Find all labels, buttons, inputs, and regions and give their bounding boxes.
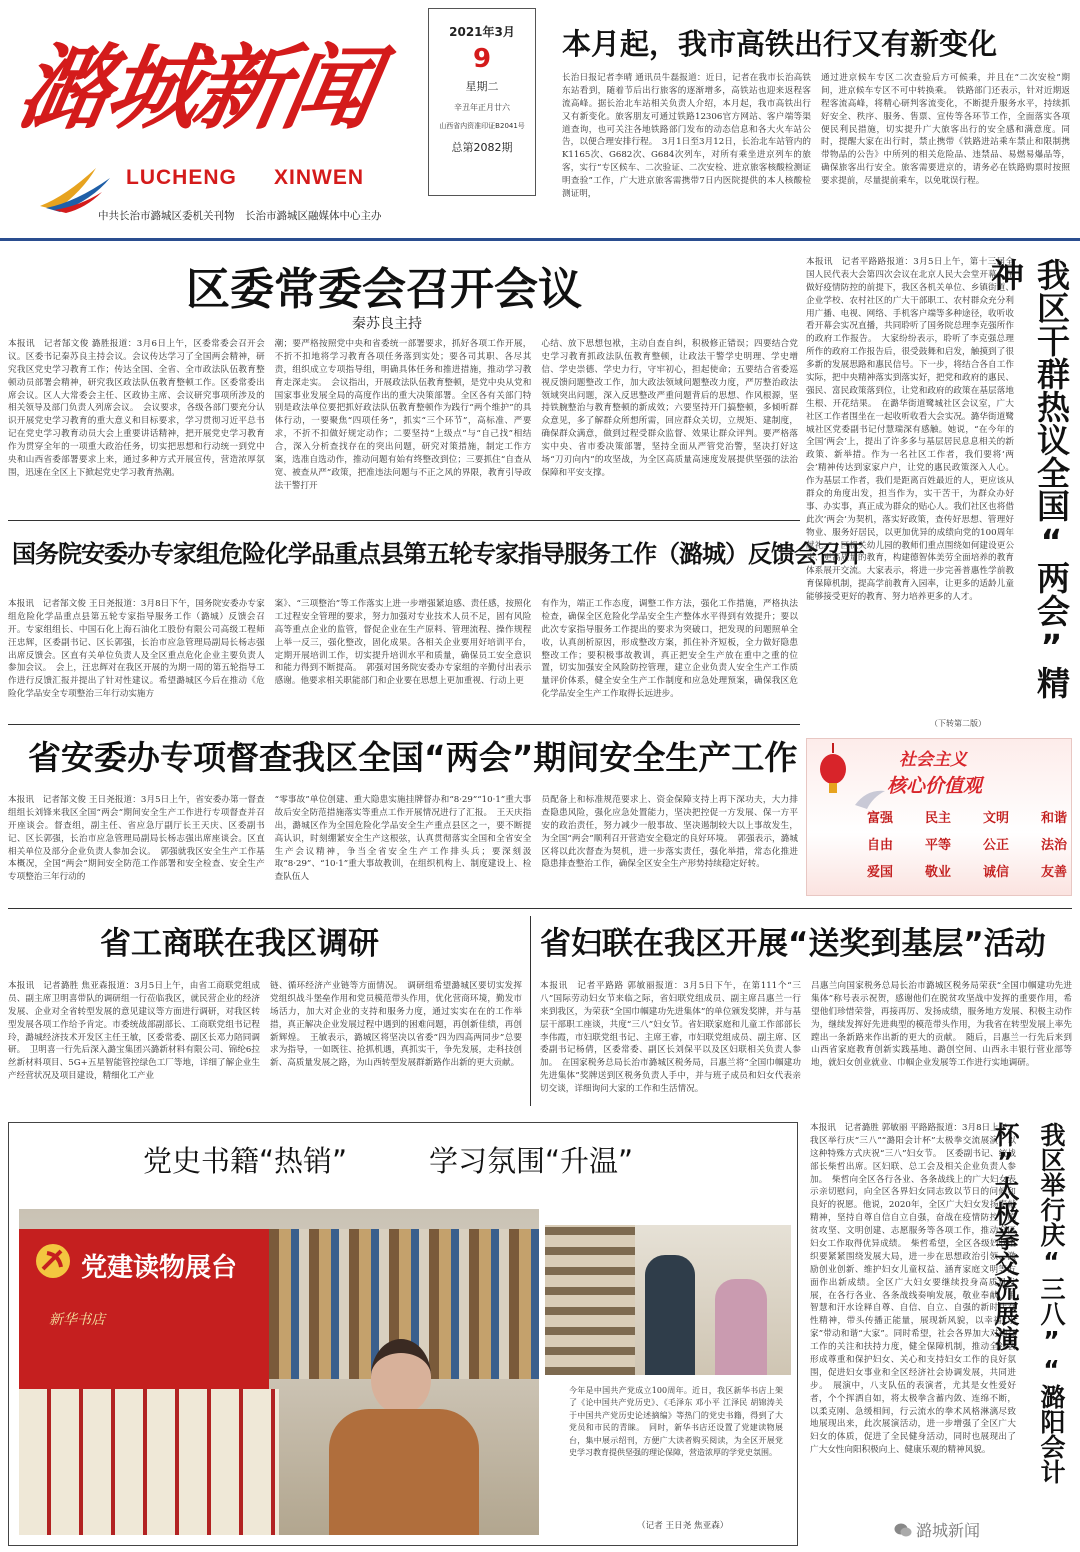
wechat-icon xyxy=(894,1522,912,1538)
watermark-text: 潞城新闻 xyxy=(916,1521,981,1540)
lead-title: 区委常委会召开会议 xyxy=(186,264,582,315)
top-story-col-1: 长治日报记者李晴 通讯员牛磊报道：近日，记者在我市长治高铁东站看到，随着节后出行旅客的逐渐增多，高铁站也迎来返程客流高峰。据长治北车站相关负责人介绍，本月起，我市高铁出行又有新变化。旅客朋友可通过铁路12306官方网站、客户端等渠道查询，也可关注各地铁路部门发布的动态信息和各大火车站公告，以便合理安排行程。 3月1日至3月12日，长治北车站管内的K1165次、G682次、G684次列车，对所有乘坐进京列车的旅客，实行“专区候车、二次验证、二次安检、进京旅客核酸检测证明查验”工作，广大进京旅客需携带7日内医院提供的本人核酸检测证明， xyxy=(562,73,811,200)
story4-col-1: 本报讯 记者潞胜 焦亚森报道：3月5日上午，由省工商联党组成员、副主席卫明喜带队的调研组一行莅临我区，就民营企业的经济发展、企业对全省转型发展的意见建议等方面进行调研，对我区转型发展各项工作给予肯定。市委统战部副部长、工商联党组书记程玲，潞城经济技术开发区主任王敏，区委常委、副区长邓力陪同调研。 卫明喜一行先后深入潞宝集团兴潞新材料有限公司、锦纶6拉丝新材料项目、5G+五星智能管控绿色工厂等地，详细了解企业生产经营状况及项目建设，精细化工产业 xyxy=(8,981,260,1082)
story4-title: 省工商联在我区调研 xyxy=(100,926,379,962)
story2-body xyxy=(8,598,798,718)
party-emblem-icon xyxy=(33,1241,73,1281)
woman-reader xyxy=(319,1339,489,1535)
poster-title-1: 社会主义 xyxy=(899,750,967,770)
watermark xyxy=(890,1516,984,1543)
right1-more: （下转第二版） xyxy=(930,719,986,728)
photo-caption: 今年是中国共产党成立100周年。近日，我区新华书店上架了《论中国共产党历史》、《毛泽东 邓小平 江泽民 胡锦涛关于中国共产党历史论述摘编》等热门的党史书籍，得到了大党员和市民的青睐。 同时，新华书店还设置了党建读物展台，集中展示绍刊，方便广大读者购买阅读，为全区开展党史学习教育提供坚强的理论保障，营造浓厚的学党史氛围。 xyxy=(569,1386,783,1457)
top-story-col-2: 通过进京候车专区二次查验后方可候乘，并且在“二次安检”期间，进京候车专区不可中转换乘。 铁路部门还表示，针对近期返程客流高峰，将精心研判客流变化，不断提升服务水平，持续抓好安全、秩序、服务、售票、宣传等各环节工作，全面落实各项便民利民措施，切实提升广大旅客出行的安全感和满意度。同时，提醒大家在出行时，禁止携带《铁路进站乘车禁止和限制携带物品的公告》中所列的相关危险品、违禁品、易燃易爆品等，确保旅客出行安全。旅客需要进京的，请务必在铁路购票时按照要求提前，尽量提前乘车，以免耽误行程。 xyxy=(821,73,1070,187)
bookstore-photo-small xyxy=(545,1225,791,1375)
story-vdivider xyxy=(530,916,531,1106)
lead-body xyxy=(8,338,798,514)
story3-col-2: “零事故”单位创建、重大隐患实施挂牌督办和“8·29”“10·1”重大事故后安全防范措施落实等重点工作开展情况进行了汇报。 王天庆指出，潞城区作为全国危险化学品安全生产重点县区之一，要不断提高认识，时刻绷紧安全生产这根弦，认真贯彻落实全国和全省安全生产会议精神，争当全省安全生产工作排头兵；要深刻汲取“8·29”、“10·1”重大事故教训，在组织机构上、制度建设上、检查队伍人 xyxy=(274,795,532,883)
story3-col-3: 员配备上和标准规范要求上、资金保障支持上再下深功夫，大力排查隐患风险，强化应急处置能力，坚决把控促一方发展、保一方平安的政治责任，努力减少一般事故、坚决遏制较大以上事故发生，为全国“两会”顺利召开营造安全稳定的良好环境。 郭强表示，潞城区将以此次督查为契机，进一步落实责任，强化举措，常态化推进隐患排查整治工作，确保全区安全生产形势持续稳定好转。 xyxy=(541,795,799,870)
story3-title: 省安委办专项督查我区全国“两会”期间安全生产工作 xyxy=(28,738,798,777)
poster-row xyxy=(867,859,1067,886)
story3-body xyxy=(8,794,798,898)
story2-col-3: 有作为，端正工作态度，调整工作方法，强化工作措施，严格执法检查，确保全区危险化学品安全生产整体水平得到有效提升；要以此次专家指导服务工作提出的要求为突破口，把发现的问题照单全收，认真剖析原因，形成整改方案，抓住补齐短板，全力做好隐患整改工作；要积极事故教训，真正把安全生产放在重中之重的位置，切实加强安全风险防控管理，建立企业负责人安全生产工作质量评价体系，健全安全生产工作制度和应急处理预案，确保我区危化学品安全生产工作取得长远进步。 xyxy=(541,599,799,700)
value-word: 自由 xyxy=(867,838,894,853)
value-word: 爱国 xyxy=(867,865,894,880)
story5-body xyxy=(540,980,1072,1104)
bookstore-photo-main xyxy=(19,1209,539,1535)
book-display xyxy=(19,1389,279,1535)
story4-col-2: 链、循环经济产业链等方面情况。 调研组希望潞城区要切实发挥党组织战斗堡垒作用和党员模范带头作用，优化营商环境，勤发市场活力，加大对企业的支持和服务力度，通过实实在在的工作举措，真正解决企业发展过程中遇到的困难问题，再创新佳绩，再创新辉煌。 王敏表示，潞城区将坚决以省委“四为四高两同步”总要求为指导，一如既往、抢抓机遇，真抓实干，争先发展，走科技创新、高质量发展之路，为山西转型发展群新路作出新的更大贡献。 xyxy=(270,981,522,1069)
value-word: 法治 xyxy=(1040,838,1067,853)
lead-subtitle: 秦苏良主持 xyxy=(352,316,422,332)
poster-row xyxy=(867,805,1067,832)
right2-body: 本报讯 记者潞胜 郭敏丽 平路路报道：3月8日上午，我区举行庆“三八”“潞阳会计杯”太极拳交流展演，以这种特殊方式庆祝“三八”妇女节。 区委副书记、统战部长柴哲出席。区妇联、总工会及相关企业负责人参加。 柴哲向全区各行各业、各条战线上的广大妇女表示亲切慰问，向全区各界妇女同志致以节日的问候和良好的祝愿。他说，2020年，全区广大妇女发扬奉献精神，坚持自尊自信自立自强，奋战在疫情防控、脱贫攻坚、文明创建、志愿服务等各项工作，推动全区妇女工作取得优异成绩。 柴哲希望，全区各级妇联组织要紧紧围绕发展大局，进一步在思想政治引领、激励创业创新、维护妇女儿童权益、涵育家庭文明等方面作出新成绩。全区广大妇女要继续投身高质量发展，在各行各业、各条战线奏响发展，敬业奉献、用智慧和汗水诠释自尊、自信、自立、自强的新时代女性精神，带头传播正能量，展现新风貌，以幸福“小家”带动和谐“大家”。同时希望，社会各界加大对妇女工作的关注和扶持力度，健全保障机制，推动全社会形成尊重和保护妇女、关心和支持妇女工作的良好氛围，促进妇女事业和全区经济社会协调发展，共同进步。 展演中，八支队伍的表演者，尤其是女性爱好者，个个挥洒自如，将太极拳含蓄内敛、连绵不断，以柔克刚、急缓相间，行云流水的拳术风格淋漓尽致地展现出来，此次展演活动，进一步增强了全区广大妇女的体质，促进了全民健身活动，同时也展现出了广大女性向阳积极向上、健康乐观的精神风貌。 xyxy=(810,1123,1016,1456)
story4-body xyxy=(8,980,522,1104)
story2-col-2: 案》、“三项整治”等工作落实上进一步增强紧迫感、责任感，按照化工过程安全管理的要求，努力加强对专业技术人员不足，固有风险高等重点企业的监管，督促企业在生产原料、管理流程、操作规程上举一反三，强化整改，固化成果。各相关企业要用好培训平台，定期开展培训工作，切实提升培训水平和质量，确保员工安全意识和能力得到不断提高。 郭强对国务院安委办专家组的辛勤付出表示感谢。他要求相关职能部门和企业要在思想上更加重视、行动上更 xyxy=(274,599,532,687)
store-name: 新华书店 xyxy=(49,1312,105,1328)
value-word: 友善 xyxy=(1040,865,1067,880)
story3-col-1: 本报讯 记者郜文俊 王日尧报道：3月5日上午，省安委办第一督查组组长刘锋来我区全国“两会”期间安全生产工作进行专项督查并召开座谈会。督查组，副主任、省应急厅副厅长王天庆、区委副书记、区长郭强，长治市应急管理局副局长杨志强出席座谈会。区直相关单位及部分企业负责人参加会议。 郭强就我区安全生产工作基本概况，全国“两会”期间安全防范工作部署和安全检查、安全生产专项整治三年行动的 xyxy=(8,795,265,883)
photo-feature xyxy=(8,1122,798,1546)
value-word: 和谐 xyxy=(1040,811,1067,826)
poster-title-2: 核心价值观 xyxy=(887,775,983,797)
date-box xyxy=(428,8,536,196)
shelf-small xyxy=(545,1225,635,1375)
masthead-en-2: XINWEN xyxy=(274,166,364,189)
poster-values xyxy=(867,805,1067,886)
date-permit: 山西省内资准印证B2041号 xyxy=(439,122,525,130)
story5-title: 省妇联在我区开展“送奖到基层”活动 xyxy=(540,926,1046,962)
value-word: 文明 xyxy=(982,811,1009,826)
lead-col-1: 本报讯 记者郜文俊 潞胜报道：3月6日上午，区委常委会召开会议。区委书记秦苏良主持会议。会议传达学习了全国两会精神，研究我区党史学习教育工作；传达全国、全省、全市政法队伍教育整顿动员部署会精神，研究我区政法队伍教育整顿工作。区委常委出席会议。区人大常委会主任、区政协主席、会议研究事项所涉及的相关领导及部门负责人列席会议。 会议要求，各级各部门要充分认识开展党史学习教育的重大意义和目标要求，学习贯彻习近平总书记在党史学习教育动员大会上重要讲话精神，把开展党史学习教育作为贯穿全年的一项重大政治任务，切实把思想和行动统一到党中央和山西省委部署要求上来，通过多种方式开展宣传，营造浓厚氛围，迅速在全区上下掀起党史学习教育热潮。 xyxy=(8,339,265,478)
value-word: 敬业 xyxy=(924,865,951,880)
value-word: 公正 xyxy=(982,838,1009,853)
value-word: 民主 xyxy=(924,811,951,826)
poster-row xyxy=(867,832,1067,859)
masthead-sponsor: 中共长治市潞城区委机关刊物 长治市潞城区融媒体中心主办 xyxy=(98,210,382,222)
clerk-figure xyxy=(715,1279,767,1375)
right2-title: 我区举行庆“三八”“潞阳会计杯”太极拳交流展演 xyxy=(991,1122,1066,1484)
masthead-rule xyxy=(0,238,1080,241)
lantern-icon xyxy=(813,743,853,803)
values-poster xyxy=(806,738,1072,896)
masthead-logo xyxy=(10,12,424,237)
masthead-calligraphy: 潞城新闻 xyxy=(10,34,382,142)
story2-title: 国务院安委办专家组危险化学品重点县第五轮专家指导服务工作（潞城）反馈会召开 xyxy=(12,540,863,568)
value-word: 平等 xyxy=(924,838,951,853)
right1-body: 本报讯 记者平路路报道：3月5日上午，第十三届全国人民代表大会第四次会议在北京人民大会堂开幕。在做好疫情防控的前提下，我区各机关单位、乡镇街道、企业学校、农村社区的广大干部职工、农村群众充分利用广播、电视、网络、手机客户端等多种途径，收听收看开幕会实况直播，共同聆听了国务院总理李克强所作的政府工作报告。 大家纷纷表示，聆听了李克强总理所作的政府工作报告后，很受鼓舞和启发，触摸到了很多新的发展思路和惠民信号。下一步，将结合各自工作实际，把中央精神落实到落实好，把党和政府的惠民、强民、富民政策落到位，让党和政府的政策在基层落地生根、开花结果。 在潞华街道鹭城社区会议室，广大社区工作者围坐在一起收听收看大会实况。潞华街道鹭城社区党委副书记付慧瑞深有感触。她说，“在今年的全国‘两会’上，提出了许多多与基层居民息息相关的新政策、新举措。作为一名社区工作者，我们要将‘两会’精神传达到家家户户，让党的惠民政策深入人心。作为基层工作者，我们是距离百姓最近的人，更应该从群众的角度出发，担当作为，实干苦干，为群众办好事、办实事，真正成为群众的贴心人。我们社区也将借此次‘两会’为契机，落实好政策，查传好思想、管理好物业、服务好居民，以更加优异的成绩向党的100周年献礼。” 区机关幼儿园的教师们重点围绕如何建设更公平、更高质量的教育，构建德智体美劳全面培养的教育体系展开交流。大家表示，将进一步完善普惠性学前教育保障机制，提高学前教育入园率，让更多的适龄儿童能够接受更好的教育、努力培养更多的人才。 xyxy=(806,257,1014,603)
masthead-en-1: LUCHENG xyxy=(126,166,237,189)
value-word: 富强 xyxy=(867,811,894,826)
lead-col-2: 潮；要严格按照党中央和省委统一部署要求，抓好各项工作开展，不折不扣地将学习教育各项任务落到实处；要各司其职、各尽其责，组织成立专项指导组，明确具体任务和推进措施，推动学习教育走深走实。 会议指出，开展政法队伍教育整顿，是党中央从党和国家事业发展全局的高度作出的重大决策部署。全区各有关部门特别是政法单位要把抓好政法队伍教育整顿作为践行“两个维护”的具体行动，一要聚焦“四项任务”，抓实“三个环节”，高标准、严要求，不折不扣做好规定动作；二要坚持“上级点”与“自己找”相结合，深入分析查找存在的突出问题，研究对策措施，制定工作方案，选准自选动作，推动问题有始有终整改到位；三要抓住“自查从宽、被查从严”政策，把准违法问题与不正之风的界限，教育引导政法干警打开 xyxy=(274,339,532,491)
bird-logo-icon xyxy=(36,162,114,214)
photo-title-2: 学习氛围“升温” xyxy=(429,1144,634,1178)
story2-divider xyxy=(8,724,800,725)
photo-credit: （记者 王日尧 焦亚森） xyxy=(637,1521,729,1531)
story5-col-2: 吕惠兰向国家税务总局长治市潞城区税务局荣获“全国巾帼建功先进集体”称号表示祝贺，感谢他们在脱贫攻坚战中发挥的重要作用，希望他们珍惜荣誉，再接再厉、发扬成绩，服务地方发展、积极主动作为，继续发挥好先进典型的模范带头作用，为我省在转型发展上率先蹚出一条新路来作出新的更大的贡献。 随后，吕惠兰一行先后来到山西省家庭教育创新实践基地、潞创空间、山西永丰银行营业部等地，就妇女创业就业、巾帼企业发展等工作进行实地调研。 xyxy=(811,981,1072,1069)
date-weekday: 星期二 xyxy=(465,80,499,93)
date-lunar: 辛丑年正月廿六 xyxy=(454,103,510,112)
value-word: 诚信 xyxy=(982,865,1009,880)
date-day: 9 xyxy=(472,44,492,74)
story5-col-1: 本报讯 记者平路路 郭敏丽报道：3月5日下午，在第111个“三八”国际劳动妇女节来临之际，省妇联党组成员、副主席吕惠兰一行来到我区，为荣获“全国巾帼建功先进集体”的单位颁发奖牌，并与基层干部职工座谈，共度“三八”妇女节。省妇联家庭和儿童工作部部长李伟霞，市妇联党组书记、主席王睿，市妇联党组成员、副主席、区委副书记杨倩，区委常委、副区长刘保平以及区妇联相关负责人参加。 在国家税务总局长治市潞城区税务局，吕惠兰将“全国巾帼建功先进集体”奖牌送到区税务负责人手中，并与班子成员和妇女代表亲切交谈，详细询问大家的工作和生活情况。 xyxy=(540,981,801,1095)
shop-sign: 党建读物展台 xyxy=(81,1253,238,1283)
top-story-title: 本月起，我市高铁出行又有新变化 xyxy=(562,27,998,61)
date-year-month: 2021年3月 xyxy=(449,25,515,39)
photo-title-1: 党史书籍“热销” xyxy=(143,1144,348,1178)
right1-title: 我区干群热议全国“两会”精神 xyxy=(986,258,1071,699)
reader-coat xyxy=(329,1409,479,1535)
customer-figure xyxy=(645,1255,695,1375)
lead-divider xyxy=(8,520,800,521)
reader-head xyxy=(371,1339,431,1413)
lead-col-3: 心结、放下思想包袱，主动自查自纠，积极修正错误；四要结合党史学习教育抓政法队伍教育整顿，让政法干警学史明理、学史增信、学史崇德、学史力行，守牢初心，担起使命；五要结合省委巡视反馈问题整改工作，加大政法领域问题整改力度，严厉整治政法领域突出问题，深入反思整改严重问题背后的思想、作风根源，坚持铁腕整治与教育整顿的新成效；六要坚持开门搞整顿，多倾听群众意见，多了解群众所想所需，回应群众关切，立规矩、建制度，确保群众满意，做到过程受群众监督、效果让群众评判。要严格落实中央、省市委决策部署，坚持全面从严管党治警，坚决打好这场“刀刃向内”的攻坚战，为全区高质量高速度发展提供坚强的法治保障和平安支撑。 xyxy=(541,339,799,478)
top-story-body xyxy=(562,72,1070,208)
story2-col-1: 本报讯 记者郜文俊 王日尧报道：3月8日下午，国务院安委办专家组危险化学品重点县第五轮专家指导服务工作（潞城）反馈会召开。专家组组长、中国石化上海石油化工股份有限公司高级工程师汪忠辉，区委副书记、区长郭强，长治市应急管理局副局长杨志强出席反馈会。区直有关单位负责人及全区重点危化企业主要负责人参加会议。 会上，汪忠辉对在我区开展的为期一周的第五轮指导工作进行反馈汇报并提出了针对性建议。希望潞城区今后在推动《危险化学品安全专项整治三年行动实施方 xyxy=(8,599,265,700)
mid-divider xyxy=(8,908,1072,909)
date-issue: 总第2082期 xyxy=(451,141,513,154)
